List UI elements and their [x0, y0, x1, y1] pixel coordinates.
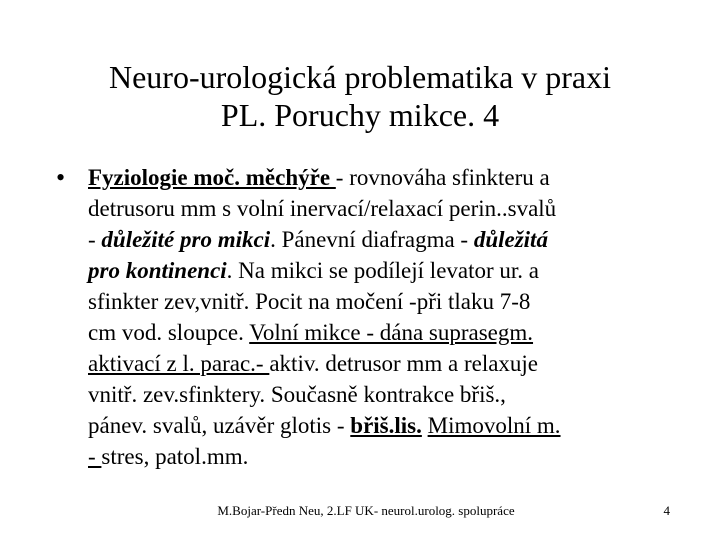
bullet-line-7	[88, 348, 678, 379]
text-span: pánev. svalů, uzávěr glotis -	[88, 413, 351, 438]
title-line-2: PL. Poruchy mikce. 4	[220, 97, 500, 133]
text-span: -	[88, 227, 102, 252]
bullet-text	[88, 162, 678, 472]
bullet-line-10	[88, 441, 678, 472]
underlined-dash: -	[88, 444, 102, 469]
bullet-line-3	[88, 224, 678, 255]
underlined-volni-mikce: Volní mikce - dána suprasegm.	[249, 320, 534, 345]
emphasis-kontinence: pro kontinenci	[88, 258, 227, 283]
text-span: cm vod. sloupce.	[88, 320, 250, 345]
bullet-line-5: sfinkter zev,vnitř. Pocit na močení -při tlaku 7-8	[88, 289, 531, 314]
emphasis-dulezita: důležitá	[473, 227, 548, 252]
page-number: 4	[663, 503, 670, 518]
underlined-aktivaci: aktivací z l. parac.-	[88, 351, 270, 376]
bullet-line-4	[88, 255, 678, 286]
title-line-1: Neuro-urologická problematika v praxi	[108, 59, 612, 95]
text-span: . Pánevní diafragma -	[270, 227, 474, 252]
heading-fyziologie: Fyziologie moč. měchýře	[88, 165, 336, 190]
text-span: aktiv. detrusor mm a relaxuje	[269, 351, 539, 376]
bullet-line-9	[88, 410, 678, 441]
text-span: . Na mikci se podílejí levator ur. a	[226, 258, 540, 283]
bold-bris-lis: břiš.lis.	[350, 413, 422, 438]
bullet-line-2: detrusoru mm s volní inervací/relaxací perin..svalů	[88, 196, 557, 221]
bullet-line-6	[88, 317, 678, 348]
text-span: stres, patol.mm.	[101, 444, 249, 469]
underlined-mimovolni: Mimovolní m.	[427, 413, 561, 438]
bullet-line-8: vnitř. zev.sfinktery. Současně kontrakce břiš.,	[88, 382, 506, 407]
text-span: - rovnováha sfinkteru a	[335, 165, 550, 190]
bullet-marker: •	[56, 163, 66, 192]
bullet-line-1	[88, 162, 678, 193]
emphasis-mikce: důležité pro mikci	[101, 227, 271, 252]
slide-footer: M.Bojar-Předn Neu, 2.LF UK- neurol.urolog. spolupráce	[217, 503, 515, 518]
slide-title	[40, 58, 680, 134]
